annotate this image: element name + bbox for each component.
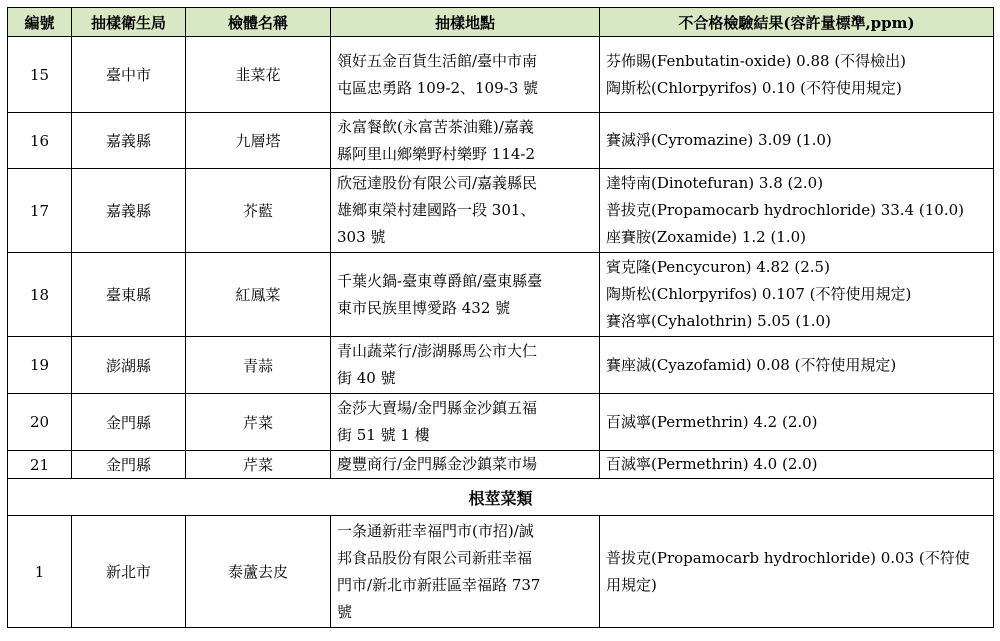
- row-result: [600, 451, 994, 479]
- location-line: 永富餐飲(永富苦茶油雞)/嘉義: [337, 117, 534, 136]
- header-cell-bureau: 抽樣衛生局: [72, 8, 186, 37]
- row-result: [600, 253, 994, 337]
- row-item: 芹菜: [186, 451, 331, 479]
- location-line: 慶豐商行/金門縣金沙鎮菜市場: [337, 455, 538, 473]
- row-number: 15: [8, 37, 72, 113]
- location-line: 東市民族里博愛路 432 號: [337, 298, 511, 317]
- result-line: 座賽胺(Zoxamide) 1.2 (1.0): [606, 228, 807, 246]
- result-line: 陶斯松(Chlorpyrifos) 0.10 (不符使用規定): [606, 78, 902, 97]
- section-row: [8, 479, 994, 516]
- header-cell-number: 編號: [8, 8, 72, 37]
- result-line: 普拔克(Propamocarb hydrochloride) 0.03 (不符使: [606, 548, 970, 567]
- table-row: [8, 394, 994, 451]
- location-line: 千葉火鍋-臺東尊爵館/臺東縣臺: [337, 271, 543, 290]
- row-bureau: 嘉義縣: [72, 113, 186, 169]
- location-line: 門市/新北市新莊區幸福路 737: [337, 575, 541, 594]
- row-bureau: 澎湖縣: [72, 337, 186, 394]
- table-row: [8, 337, 994, 394]
- row-number: 20: [8, 394, 72, 451]
- result-line: 賽洛寧(Cyhalothrin) 5.05 (1.0): [606, 312, 831, 330]
- result-line: 達特南(Dinotefuran) 3.8 (2.0): [606, 174, 824, 192]
- row-item: 九層塔: [186, 113, 331, 169]
- row-bureau: 臺中市: [72, 37, 186, 113]
- result-line: 用規定): [606, 575, 657, 594]
- row-result: [600, 37, 994, 113]
- row-item: 芹菜: [186, 394, 331, 451]
- location-line: 303 號: [337, 228, 386, 246]
- location-line: 屯區忠勇路 109-2、109-3 號: [337, 78, 539, 97]
- header-cell-location: 抽樣地點: [331, 8, 600, 37]
- row-bureau: 嘉義縣: [72, 169, 186, 253]
- row-result: [600, 337, 994, 394]
- location-line: 領好五金百貨生活館/臺中市南: [337, 51, 538, 70]
- table-row: [8, 113, 994, 169]
- row-item: 青蒜: [186, 337, 331, 394]
- row-bureau: 新北市: [72, 516, 186, 628]
- location-line: 青山蔬菜行/澎湖縣馬公市大仁: [337, 342, 538, 360]
- row-location: [331, 169, 600, 253]
- location-line: 縣阿里山鄉樂野村樂野 114-2: [337, 144, 536, 163]
- table-row: [8, 37, 994, 113]
- row-bureau: 金門縣: [72, 394, 186, 451]
- row-item: 芥藍: [186, 169, 331, 253]
- table-row: [8, 451, 994, 479]
- row-location: [331, 394, 600, 451]
- row-location: [331, 253, 600, 337]
- location-line: 街 51 號 1 樓: [337, 426, 430, 444]
- row-location: [331, 113, 600, 169]
- table-body: [8, 37, 994, 628]
- location-line: 街 40 號: [337, 369, 396, 387]
- header-cell-item: 檢體名稱: [186, 8, 331, 37]
- result-line: 百滅寧(Permethrin) 4.2 (2.0): [606, 412, 818, 431]
- header-row: [8, 8, 994, 37]
- row-result: [600, 113, 994, 169]
- table-row: [8, 253, 994, 337]
- row-number: 16: [8, 113, 72, 169]
- row-number: 19: [8, 337, 72, 394]
- result-line: 賽座滅(Cyazofamid) 0.08 (不符使用規定): [606, 355, 897, 374]
- location-line: 邦食品股份有限公司新莊幸福: [337, 548, 533, 567]
- row-result: [600, 169, 994, 253]
- row-item: 韭菜花: [186, 37, 331, 113]
- row-location: [331, 37, 600, 113]
- row-number: 18: [8, 253, 72, 337]
- row-number: 17: [8, 169, 72, 253]
- location-line: 一条通新莊幸福門市(市招)/誠: [337, 521, 534, 540]
- row-result: [600, 516, 994, 628]
- row-item: 泰蘆去皮: [186, 516, 331, 628]
- row-bureau: 臺東縣: [72, 253, 186, 337]
- table-row: [8, 516, 994, 628]
- location-line: 金莎大賣場/金門縣金沙鎮五福: [337, 399, 538, 417]
- row-number: 1: [8, 516, 72, 628]
- row-item: 紅鳳菜: [186, 253, 331, 337]
- result-line: 芬佈賜(Fenbutatin-oxide) 0.88 (不得檢出): [606, 51, 907, 70]
- row-location: [331, 451, 600, 479]
- row-location: [331, 516, 600, 628]
- result-line: 賓克隆(Pencycuron) 4.82 (2.5): [606, 258, 830, 276]
- row-result: [600, 394, 994, 451]
- result-line: 百滅寧(Permethrin) 4.0 (2.0): [606, 455, 818, 473]
- result-line: 賽滅淨(Cyromazine) 3.09 (1.0): [606, 131, 832, 149]
- row-bureau: 金門縣: [72, 451, 186, 479]
- inspection-results-table: [7, 7, 994, 628]
- header-cell-result: 不合格檢驗結果(容許量標準,ppm): [600, 8, 994, 37]
- location-line: 雄鄉東榮村建國路一段 301、: [337, 201, 536, 219]
- result-line: 普拔克(Propamocarb hydrochloride) 33.4 (10.0): [606, 201, 964, 219]
- result-line: 陶斯松(Chlorpyrifos) 0.107 (不符使用規定): [606, 285, 912, 303]
- table-row: [8, 169, 994, 253]
- table-header: [8, 8, 994, 37]
- row-location: [331, 337, 600, 394]
- section-title: 根莖菜類: [8, 479, 994, 516]
- location-line: 欣冠達股份有限公司/嘉義縣民: [337, 174, 538, 192]
- location-line: 號: [337, 602, 353, 621]
- row-number: 21: [8, 451, 72, 479]
